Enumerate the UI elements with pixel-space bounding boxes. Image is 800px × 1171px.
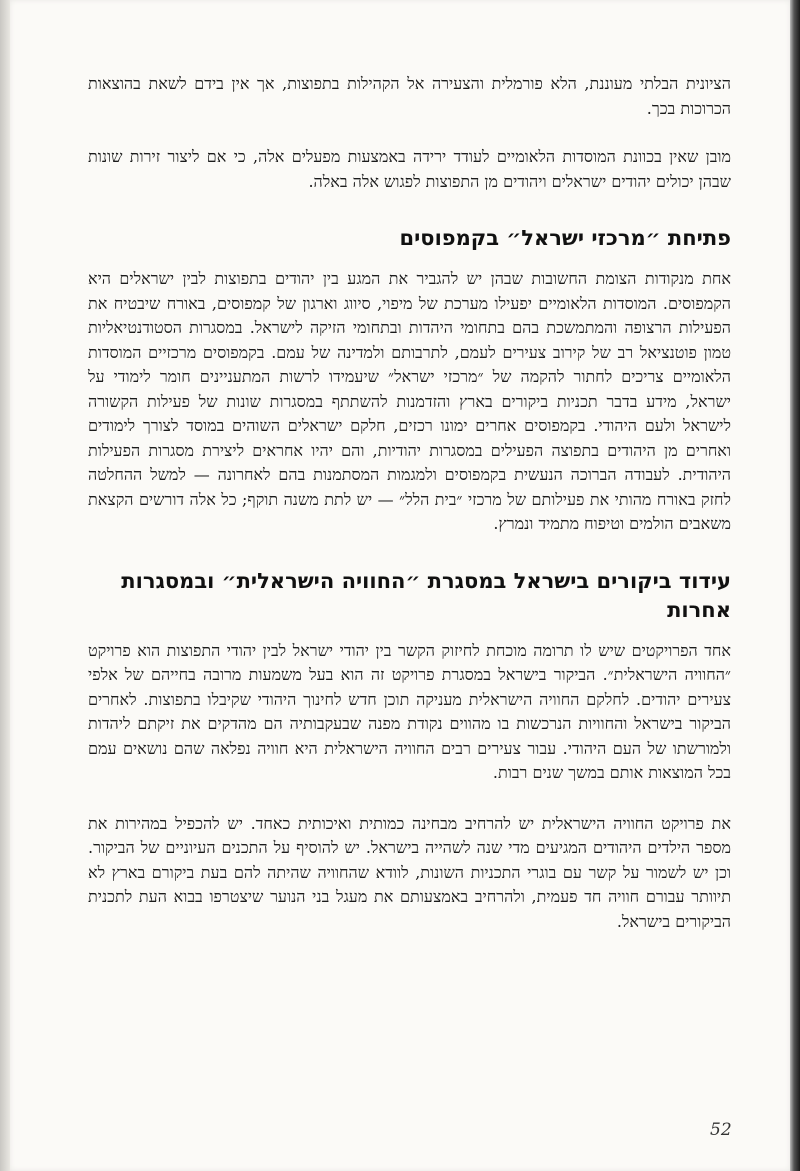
section-heading: עידוד ביקורים בישראל במסגרת ״החוויה הישראלית״ ובמסגרות אחרות	[121, 568, 731, 622]
paragraph: אחת מנקודות הצומת החשובות שבהן יש להגביר את המגע בין יהודים בתפוצות לבין ישראלים היא הקמפוסים. המוסדות הלאומיים יפעילו מערכת של מיפוי, סיווג וארגון של קמפוסים, באורח שיבטיח את הפעילות הרצופה והמתמשכת בהם בתחומי היהדות ובתחומי הזיקה לישראל. במסגרות הסטודנטיאליות טמון פוטנציאל רב של קירוב צעירים לעמם, לתרבותם ולמדינה של עמם. בקמפוסים מרכזיים המוסדות הלאומיים צריכים לחתור להקמה של ״מרכזי ישראל״ שיעמידו לרשות המתעניינים חומר לימודי על ישראל, מידע בדבר תכניות ביקורים בארץ והזדמנות להשתתף במסגרות שונות של פעילות הקשורה לישראל ולעם היהודי. בקמפוסים אחרים ימונו רכזים, חלקם ישראלים השוהים במוסד לצורך לימודים ואחרים מן היהודים בתפוצה הפעילים במסגרות יהודיות, והם יהיו אחראים ליצירת מסגרות הפעילות היהודית. לעבודה הברוכה הנעשית בקמפוסים ולמגמות המסתמנות בהם לאחרונה — למשל ההחלטה לחזק באורח מהותי את פעילותם של מרכזי ״בית הלל״ — יש לתת משנה תוקף; כל אלה דורשים הקצאת משאבים הולמים וטיפוח מתמיד ונמרץ.	[88, 269, 732, 533]
document-page	[10, 0, 790, 1171]
page-content	[88, 72, 731, 934]
paragraph: את פרויקט החוויה הישראלית יש להרחיב מבחינה כמותית ואיכותית כאחד. יש להכפיל במהירות את מספר הילדים היהודים המגיעים מדי שנה לשהייה בישראל. יש להוסיף על התכנים העיוניים של הביקור. וכן יש לשמור על קשר עם בוגרי התכניות השונות, לוודא שהחוויה שהיתה להם בעת ביקורם בארץ לא תיוותר עבורם חוויה חד פעמית, ולהרחיב באמצעותם את מעגל בני הנוער שיצטרפו בבוא העת לתכנית הביקורים בישראל.	[88, 813, 731, 931]
page-number: 52	[710, 1120, 732, 1140]
page-right-edge	[790, 0, 800, 1171]
paragraph: הציונית הבלתי מעוננת, הלא פורמלית והצעירה אל הקהילות בתפוצות, אך אין בידם לשאת בהוצאות הכרוכות בכך.	[88, 74, 731, 118]
section-heading: פתיחת ״מרכזי ישראל״ בקמפוסים	[399, 226, 731, 250]
page-left-edge	[0, 0, 10, 1171]
paragraph: אחד הפרויקטים שיש לו תרומה מוכחת לחיזוק הקשר בין יהודי ישראל לבין יהודי התפוצות הוא פרויקט ״החוויה הישראלית״. הביקור בישראל במסגרת פרויקט זה הוא בעל משמעות מרובה בחייהם של אלפי צעירים יהודים. לחלקם החוויה הישראלית מעניקה תוכן חדש לחינוך היהודי שקיבלו בתפוצות. לאחרים הביקור בישראל והחוויות הנרכשות בו מהווים נקודת מפנה שבעקבותיה הם מהדקים את זיקתם ליהדות ולמורשתו של העם היהודי. עבור צעירים רבים החוויה הישראלית היא חוויה נפלאה שהם נושאים עמם בכל המוצאות אותם במשך שנים רבות.	[88, 640, 731, 782]
paragraph: מובן שאין בכוונת המוסדות הלאומיים לעודד ירידה באמצעות מפעלים אלה, כי אם ליצור זירות שונות שבהן יכולים יהודים ישראלים ויהודים מן התפוצות לפגוש אלה באלה.	[88, 147, 731, 191]
